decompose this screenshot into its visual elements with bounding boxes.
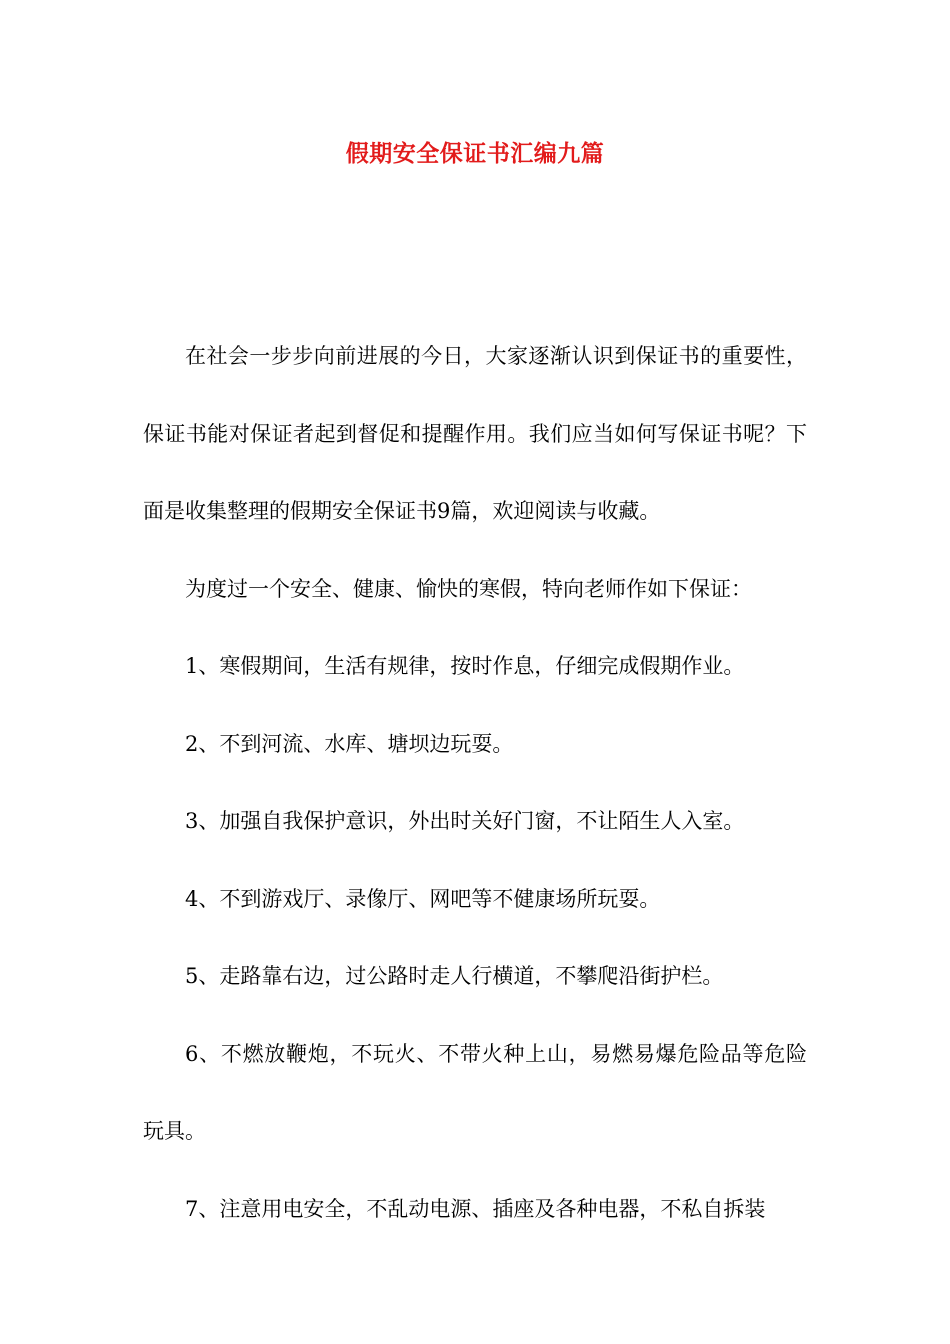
pledge-intro-paragraph: 为度过一个安全、健康、愉快的寒假，特向老师作如下保证： <box>185 576 752 601</box>
document-body <box>143 318 807 1248</box>
pledge-item-6: 6、不燃放鞭炮，不玩火、不带火种上山，易燃易爆危险品等危险玩具。 <box>143 1041 807 1143</box>
pledge-item-7: 7、注意用电安全，不乱动电源、插座及各种电器，不私自拆装 <box>185 1196 766 1221</box>
pledge-item-4: 4、不到游戏厅、录像厅、网吧等不健康场所玩耍。 <box>185 886 661 911</box>
pledge-item-1: 1、寒假期间，生活有规律，按时作息，仔细完成假期作业。 <box>185 654 745 678</box>
pledge-item-2: 2、不到河流、水库、塘坝边玩耍。 <box>185 731 514 756</box>
document-title: 假期安全保证书汇编九篇 <box>345 140 605 167</box>
pledge-item-3: 3、加强自我保护意识，外出时关好门窗，不让陌生人入室。 <box>185 809 745 833</box>
pledge-item-5: 5、走路靠右边，过公路时走人行横道，不攀爬沿街护栏。 <box>185 964 724 988</box>
intro-paragraph: 在社会一步步向前进展的今日，大家逐渐认识到保证书的重要性，保证书能对保证者起到督促和提醒作用。我们应当如何写保证书呢？下面是收集整理的假期安全保证书9篇，欢迎阅读与收藏。 <box>143 344 807 523</box>
